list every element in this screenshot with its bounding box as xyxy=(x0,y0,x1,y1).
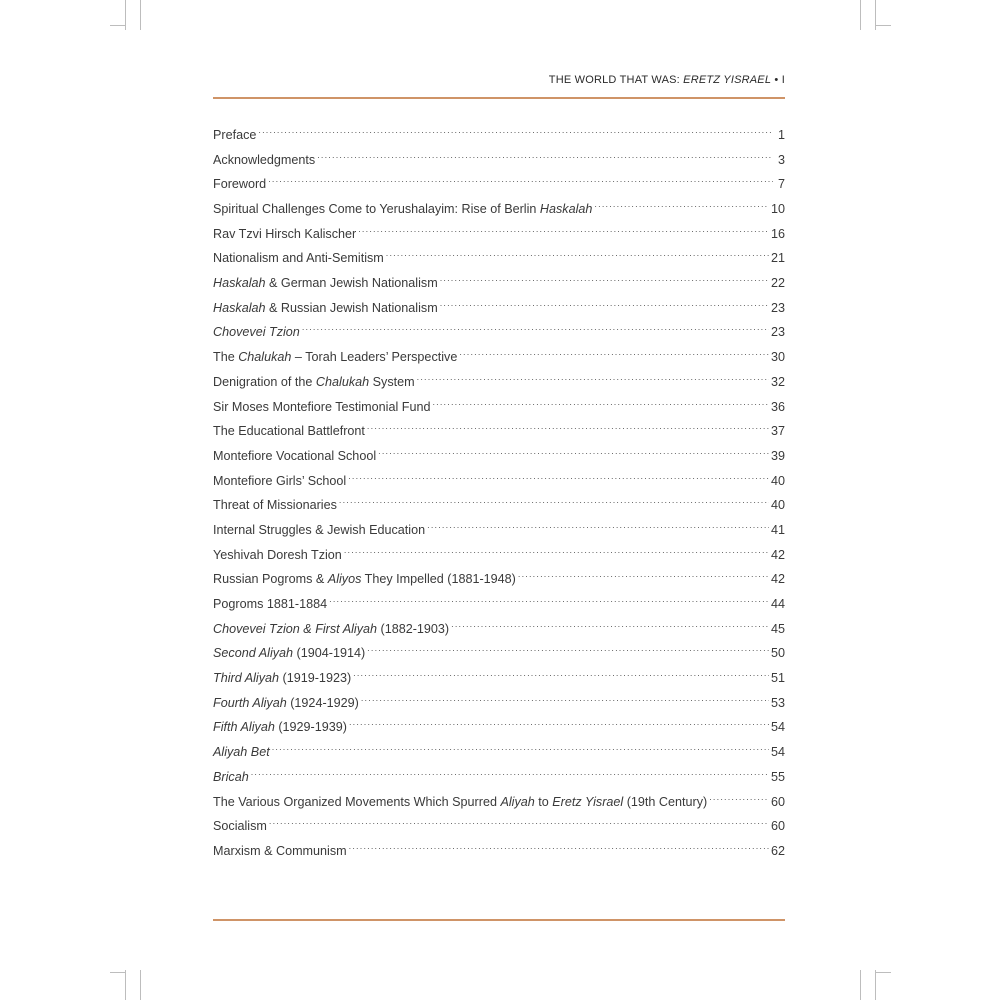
toc-dot-leader xyxy=(349,834,769,859)
toc-title-part: The Various Organized Movements Which Spurred xyxy=(213,794,501,809)
toc-title-part: Preface xyxy=(213,127,257,142)
toc-title-italic-part: Eretz Yisrael xyxy=(552,794,624,809)
toc-dot-leader xyxy=(272,735,769,760)
toc-entry-title xyxy=(213,666,351,691)
toc-dot-leader xyxy=(269,809,769,834)
toc-dot-leader xyxy=(432,390,769,415)
toc-entry[interactable] xyxy=(213,765,785,790)
toc-entry-title xyxy=(213,246,384,271)
crop-mark-bottom-right-vertical xyxy=(860,970,861,1000)
toc-title-part: (1904-1914) xyxy=(293,646,366,661)
toc-title-part: Montefiore Vocational School xyxy=(213,448,377,463)
toc-title-part: Spiritual Challenges Come to Yerushalayim: Rise of Berlin xyxy=(213,202,540,217)
toc-title-italic-part: Chalukah xyxy=(238,350,292,365)
toc-page-number: 50 xyxy=(770,646,785,661)
toc-title-italic-part: Aliyah Bet xyxy=(213,745,270,760)
toc-page-number: 23 xyxy=(770,300,785,315)
toc-title-part: Foreword xyxy=(213,177,267,192)
toc-page-number: 23 xyxy=(770,325,785,340)
toc-title-part: & Russian Jewish Nationalism xyxy=(265,300,438,315)
toc-page-number: 60 xyxy=(770,794,785,809)
toc-entry-title xyxy=(213,469,346,494)
crop-mark-top-left-vertical-2 xyxy=(140,0,141,30)
toc-page-number: 54 xyxy=(770,720,785,735)
toc-entry-title xyxy=(213,691,359,716)
toc-title-part: (1919-1923) xyxy=(279,671,352,686)
toc-title-italic-part: Third Aliyah xyxy=(213,671,280,686)
crop-mark-bottom-left-vertical-2 xyxy=(140,970,141,1000)
toc-dot-leader xyxy=(459,340,769,365)
toc-title-italic-part: Fifth Aliyah xyxy=(213,720,275,735)
toc-entry-title xyxy=(213,592,327,617)
toc-page-number: 30 xyxy=(770,350,785,365)
toc-title-part: Sir Moses Montefiore Testimonial Fund xyxy=(213,399,431,414)
running-title-italic: ERETZ YISRAEL xyxy=(683,74,772,86)
toc-page-number: 45 xyxy=(770,621,785,636)
toc-dot-leader xyxy=(427,513,769,538)
toc-dot-leader xyxy=(329,587,769,612)
toc-dot-leader xyxy=(518,562,769,587)
header-rule xyxy=(213,97,785,99)
toc-entry-title xyxy=(213,419,365,444)
toc-title-italic-part: Chovevei Tzion xyxy=(213,325,300,340)
toc-entry-title xyxy=(213,814,267,839)
toc-title-part: Rav Tzvi Hirsch Kalischer xyxy=(213,226,357,241)
toc-dot-leader xyxy=(361,686,769,711)
toc-page-number: 42 xyxy=(770,572,785,587)
running-header xyxy=(549,74,785,86)
toc-entry-title xyxy=(213,172,266,197)
crop-mark-bottom-left-vertical xyxy=(125,970,126,1000)
header-bullet: • xyxy=(771,74,782,86)
toc-title-italic-part: Haskalah xyxy=(213,300,266,315)
toc-page-number: 7 xyxy=(777,177,785,192)
toc-page-number: 32 xyxy=(770,374,785,389)
toc-dot-leader xyxy=(440,266,769,291)
toc-title-part: Pogroms 1881-1884 xyxy=(213,597,328,612)
toc-title-part: Russian Pogroms & xyxy=(213,572,328,587)
toc-entry-title xyxy=(213,370,415,395)
toc-entry-title xyxy=(213,271,438,296)
crop-mark-bottom-right-horizontal xyxy=(875,972,891,973)
toc-page-number: 53 xyxy=(770,695,785,710)
toc-page-number: 10 xyxy=(770,202,785,217)
toc-title-part: The Educational Battlefront xyxy=(213,424,365,439)
toc-title-part: Socialism xyxy=(213,819,267,834)
toc-entry-title xyxy=(213,493,337,518)
toc-title-part: to xyxy=(534,794,553,809)
toc-entry-title xyxy=(213,123,256,148)
toc-entry-title xyxy=(213,641,365,666)
toc-dot-leader xyxy=(451,612,769,637)
toc-page-number: 37 xyxy=(770,424,785,439)
toc-dot-leader xyxy=(440,291,769,316)
toc-dot-leader xyxy=(594,192,769,217)
toc-page-number: 55 xyxy=(770,769,785,784)
header-page-number: I xyxy=(781,74,785,86)
toc-title-part: (1929-1939) xyxy=(274,720,347,735)
toc-page-number: 22 xyxy=(770,276,785,291)
toc-title-part: Internal Struggles & Jewish Education xyxy=(213,522,426,537)
toc-title-part: Acknowledgments xyxy=(213,152,316,167)
toc-dot-leader xyxy=(349,710,769,735)
toc-page-number: 41 xyxy=(770,522,785,537)
footer-rule xyxy=(213,919,785,921)
toc-page-number: 36 xyxy=(770,399,785,414)
toc-entry-title xyxy=(213,222,356,247)
toc-title-italic-part: Bricah xyxy=(213,769,249,784)
toc-title-part: Montefiore Girls’ School xyxy=(213,473,347,488)
toc-page-number: 39 xyxy=(770,448,785,463)
toc-dot-leader xyxy=(417,365,769,390)
toc-title-part: Denigration of the xyxy=(213,374,316,389)
toc-dot-leader xyxy=(348,464,769,489)
toc-page-number: 44 xyxy=(770,597,785,612)
toc-dot-leader xyxy=(367,414,769,439)
toc-entry[interactable] xyxy=(213,839,785,864)
toc-title-part: Marxism & Communism xyxy=(213,843,347,858)
toc-page-number: 3 xyxy=(777,152,785,167)
toc-dot-leader xyxy=(367,636,769,661)
toc-title-part: (1882-1903) xyxy=(377,621,450,636)
toc-page-number: 21 xyxy=(770,251,785,266)
toc-title-italic-part: Chovevei Tzion & First Aliyah xyxy=(213,621,378,636)
toc-dot-leader xyxy=(353,661,769,686)
toc-page-number: 40 xyxy=(770,473,785,488)
toc-page-number: 60 xyxy=(770,819,785,834)
toc-dot-leader xyxy=(709,785,769,810)
toc-title-italic-part: Fourth Aliyah xyxy=(213,695,287,710)
toc-title-part: & German Jewish Nationalism xyxy=(265,276,438,291)
toc-entry-title xyxy=(213,543,342,568)
toc-dot-leader xyxy=(386,241,769,266)
toc-dot-leader xyxy=(302,315,769,340)
crop-mark-top-right-vertical xyxy=(860,0,861,30)
toc-page-number: 40 xyxy=(770,498,785,513)
toc-page-number: 54 xyxy=(770,745,785,760)
toc-dot-leader xyxy=(358,217,769,242)
toc-entry-title xyxy=(213,765,249,790)
toc-dot-leader xyxy=(317,143,773,168)
toc-title-part: (1924-1929) xyxy=(286,695,359,710)
toc-title-part: Nationalism and Anti-Semitism xyxy=(213,251,384,266)
toc-title-part: (19th Century) xyxy=(623,794,708,809)
toc-title-italic-part: Chalukah xyxy=(315,374,370,389)
toc-dot-leader xyxy=(268,167,773,192)
toc-title-part: Threat of Missionaries xyxy=(213,498,337,513)
toc-title-italic-part: Haskalah xyxy=(539,202,593,217)
toc-dot-leader xyxy=(344,538,769,563)
running-title: THE WORLD THAT WAS: xyxy=(548,74,684,86)
toc-page-number: 51 xyxy=(770,671,785,686)
toc-page-number: 42 xyxy=(770,547,785,562)
toc-entry-title xyxy=(213,320,300,345)
toc-title-italic-part: Haskalah xyxy=(213,276,266,291)
crop-mark-top-left-horizontal xyxy=(110,25,126,26)
toc-title-part: System xyxy=(369,374,415,389)
toc-dot-leader xyxy=(258,118,773,143)
crop-mark-bottom-left-horizontal xyxy=(110,972,126,973)
toc-title-italic-part: Second Aliyah xyxy=(213,646,294,661)
toc-page-number: 16 xyxy=(770,226,785,241)
toc-title-part: – Torah Leaders’ Perspective xyxy=(291,350,458,365)
toc-title-italic-part: Aliyah xyxy=(500,794,535,809)
toc-title-part: They Impelled (1881-1948) xyxy=(361,572,516,587)
toc-title-italic-part: Aliyos xyxy=(327,572,362,587)
toc-dot-leader xyxy=(378,439,769,464)
toc-title-part: Yeshivah Doresh Tzion xyxy=(213,547,342,562)
toc-dot-leader xyxy=(339,488,769,513)
crop-mark-top-right-horizontal xyxy=(875,25,891,26)
toc-entry-title xyxy=(213,839,347,864)
toc-page-number: 62 xyxy=(770,843,785,858)
toc-title-part: The xyxy=(213,350,239,365)
crop-mark-bottom-right-vertical-2 xyxy=(875,970,876,1000)
table-of-contents xyxy=(213,123,785,864)
toc-dot-leader xyxy=(251,760,769,785)
toc-page-number: 1 xyxy=(777,127,785,142)
